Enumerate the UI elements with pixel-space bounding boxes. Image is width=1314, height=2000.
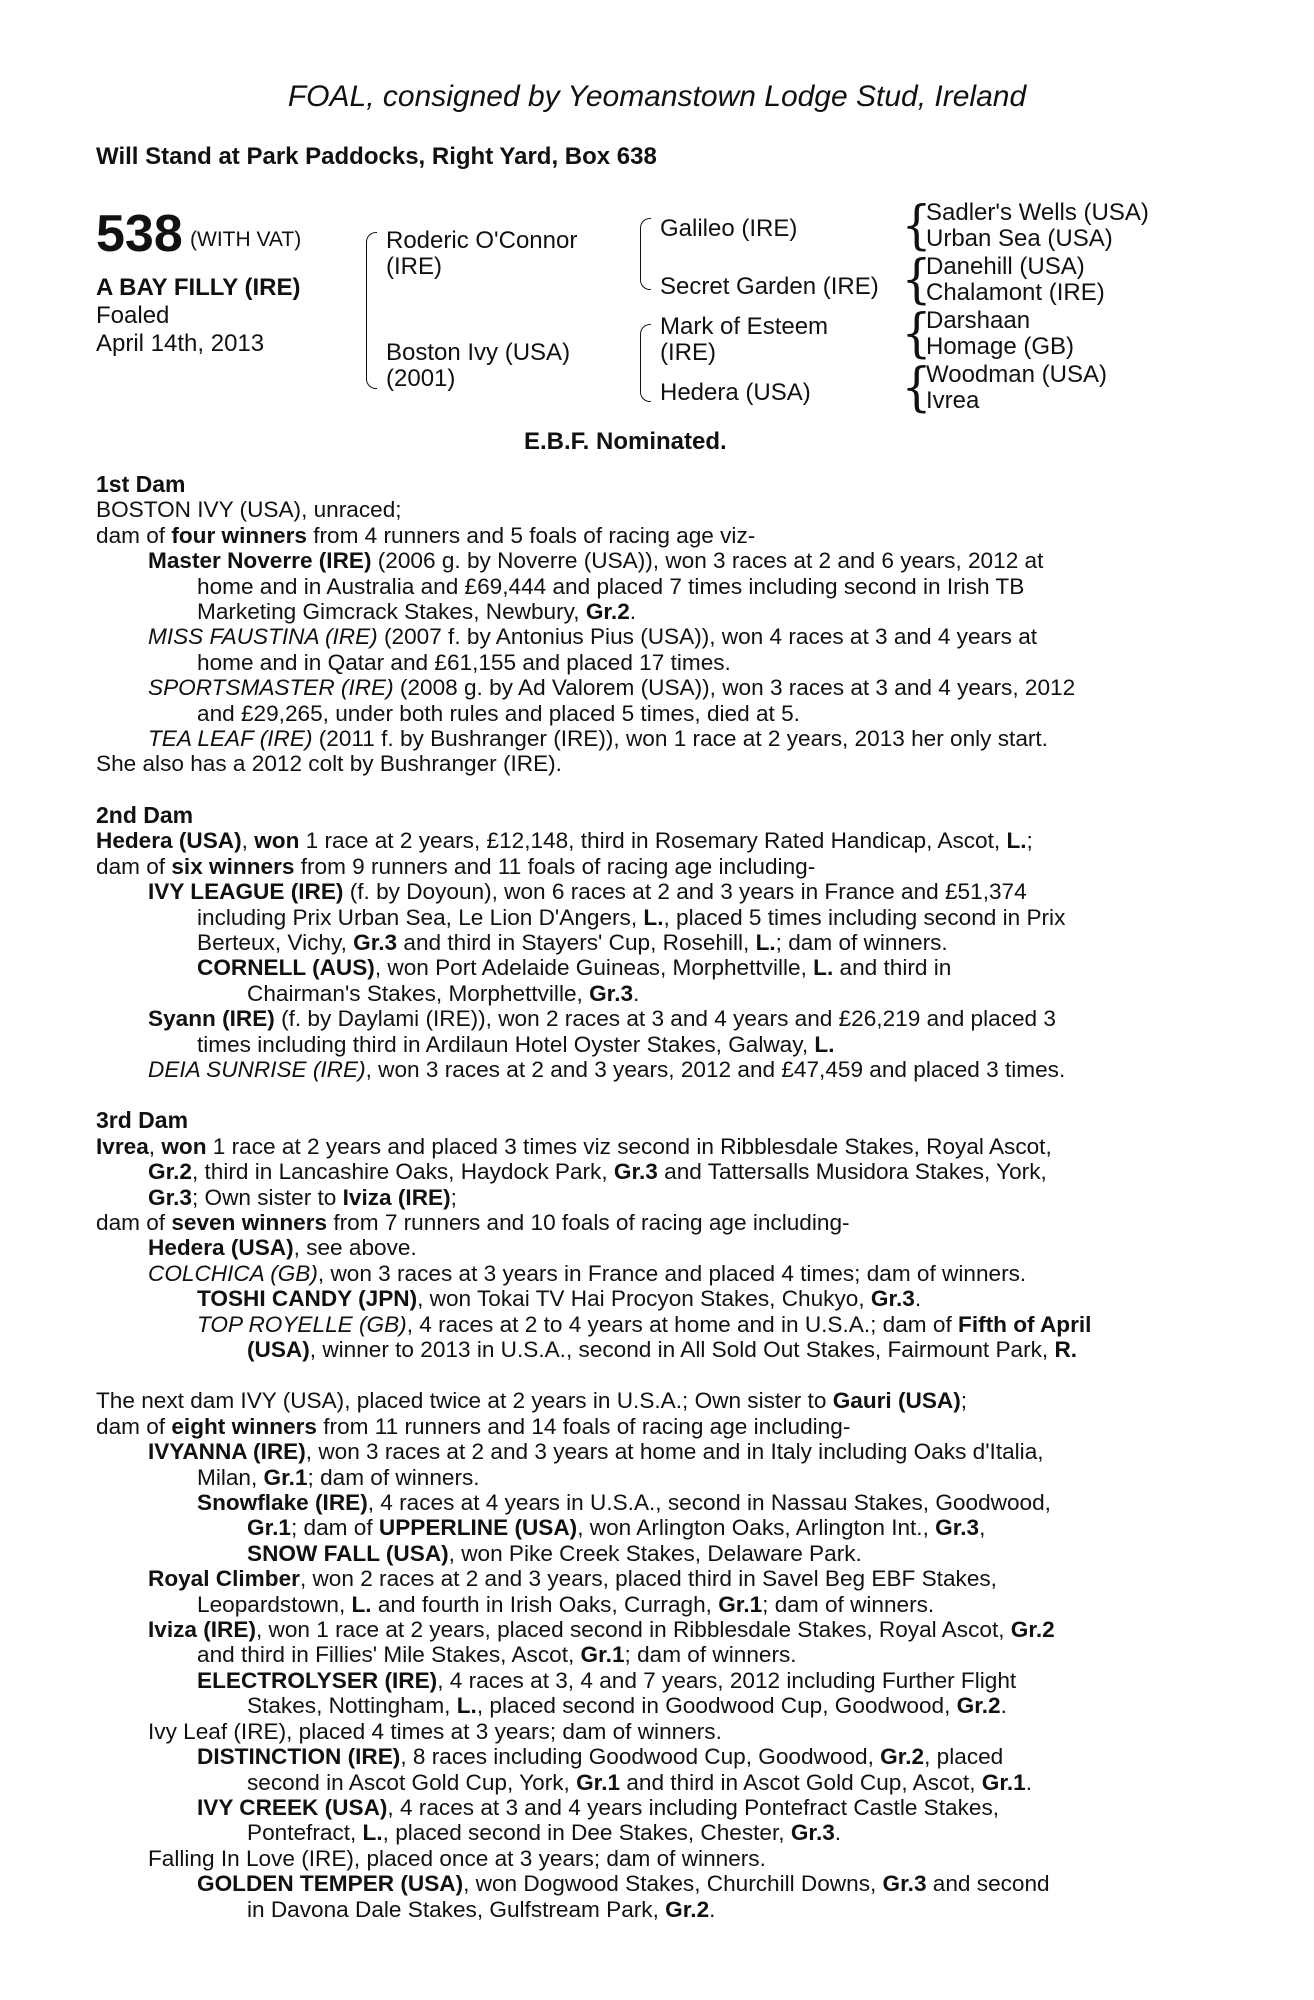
ggs-1: Sadler's Wells (USA) [926,199,1149,226]
foaled-info [96,302,264,358]
produce-entry-cont: in Davona Dale Stakes, Gulfstream Park, Gr.2. [247,1896,716,1922]
produce-entry-cont: Stakes, Nottingham, L., placed second in Goodwood Cup, Goodwood, Gr.2. [247,1693,1007,1719]
produce-entry-cont: Milan, Gr.1; dam of winners. [197,1464,480,1490]
produce-entry: Hedera (USA), see above. [148,1235,417,1261]
second-dam-title: 2nd Dam [96,801,194,828]
sire-country: (IRE) [386,253,442,280]
produce-entry-cont: Chairman's Stakes, Morphettville, Gr.3. [247,980,640,1006]
ggd-2: Chalamont (IRE) [926,279,1105,306]
produce-entry: Syann (IRE) (f. by Daylami (IRE)), won 2 races at 3 and 4 years and £26,219 and placed 3 [148,1006,1056,1032]
dam-dam: Hedera (USA) [660,379,811,406]
ggd-3: Homage (GB) [926,333,1075,360]
sire [386,228,577,280]
produce-entry: Falling In Love (IRE), placed once at 3 years; dam of winners. [148,1845,766,1871]
lot-number: 538 [96,205,183,263]
produce-entry: TOP ROYELLE (GB), 4 races at 2 to 4 years at home and in U.S.A.; dam of Fifth of April [197,1311,1092,1337]
produce-entry: GOLDEN TEMPER (USA), won Dogwood Stakes, Churchill Downs, Gr.3 and second [197,1871,1050,1897]
produce-entry: IVYANNA (IRE), won 3 races at 2 and 3 years at home and in Italy including Oaks d'Italia, [148,1439,1044,1465]
lot-vat: (WITH VAT) [190,228,302,251]
third-dam-title: 3rd Dam [96,1107,189,1134]
ggs-4: Woodman (USA) [926,361,1107,388]
produce-entry: MISS FAUSTINA (IRE) (2007 f. by Antonius Pius (USA)), won 4 races at 3 and 4 years at [148,624,1038,650]
produce-entry-cont: home and in Australia and £69,444 and placed 7 times including second in Irish TB [197,573,1025,599]
produce-entry-cont: Berteux, Vichy, Gr.3 and third in Stayers' Cup, Rosehill, L.; dam of winners. [197,929,948,955]
produce-entry-cont: Leopardstown, L. and fourth in Irish Oaks, Curragh, Gr.1; dam of winners. [197,1591,935,1617]
produce-entry-cont: Marketing Gimcrack Stakes, Newbury, Gr.2. [197,599,637,625]
dam-sire [660,314,828,366]
first-dam-title: 1st Dam [96,471,186,497]
sire-dam: Secret Garden (IRE) [660,273,879,300]
produce-entry: DEIA SUNRISE (IRE), won 3 races at 2 and 3 years, 2012 and £47,459 and placed 3 times. [148,1056,1066,1082]
gen1-bracket [366,232,377,389]
first-dam-line: BOSTON IVY (USA), unraced; [96,497,402,523]
third-dam-line-cont: Gr.3; Own sister to Iviza (IRE); [148,1184,457,1210]
dam-sire-country: (IRE) [660,339,716,366]
foaled-date: April 14th, 2013 [96,330,265,357]
produce-entry: CORNELL (AUS), won Port Adelaide Guineas, Morphettville, L. and third in [197,955,952,981]
horse-name: A BAY FILLY (IRE) [96,274,301,301]
produce-entry: IVY LEAGUE (IRE) (f. by Doyoun), won 6 races at 2 and 3 years in France and £51,374 [148,879,1027,905]
produce-entry-cont: and third in Fillies' Mile Stakes, Ascot, Gr.1; dam of winners. [197,1642,797,1668]
produce-entry-cont: home and in Qatar and £61,155 and placed 17 times. [197,649,731,675]
third-dam-line: Ivrea, won 1 race at 2 years and placed 3 times viz second in Ribblesdale Stakes, Royal Ascot, [96,1133,1052,1159]
produce-entry-cont: Pontefract, L., placed second in Dee Stakes, Chester, Gr.3. [247,1820,842,1846]
produce-entry: SPORTSMASTER (IRE) (2008 g. by Ad Valorem (USA)), won 3 races at 3 and 4 years, 2012 [148,675,1076,701]
gen3-brace-2: { [901,250,932,310]
stand-location: Will Stand at Park Paddocks, Right Yard, Box 638 [96,143,657,170]
produce-entry-cont: and £29,265, under both rules and placed 5 times, died at 5. [197,700,800,726]
third-dam-produce-summary: dam of seven winners from 7 runners and 10 foals of racing age including- [96,1209,850,1235]
gen3-brace-1: { [901,196,932,256]
gen3-brace-3: { [901,304,932,364]
pedigree-table [0,196,1314,455]
gen3-brace-4: { [901,358,932,418]
second-dam-produce-summary: dam of six winners from 9 runners and 11 foals of racing age including- [96,853,816,879]
produce-entry: Ivy Leaf (IRE), placed 4 times at 3 years; dam of winners. [148,1718,722,1744]
produce-entry: IVY CREEK (USA), 4 races at 3 and 4 years including Pontefract Castle Stakes, [197,1794,1000,1820]
second-dam-line: Hedera (USA), won 1 race at 2 years, £12,148, third in Rosemary Rated Handicap, Ascot, L.; [96,828,1033,854]
ggs-2: Danehill (USA) [926,253,1085,280]
page-title: FOAL, consigned by Yeomanstown Lodge Stud, Ireland [287,80,1027,113]
produce-entry: Iviza (IRE), won 1 race at 2 years, placed second in Ribblesdale Stakes, Royal Ascot, Gr.2 [148,1617,1055,1643]
ggd-1: Urban Sea (USA) [926,225,1113,252]
ggd-4: Ivrea [926,387,980,414]
produce-entry: DISTINCTION (IRE), 8 races including Goodwood Cup, Goodwood, Gr.2, placed [197,1744,1004,1770]
next-dam-line: The next dam IVY (USA), placed twice at 2 years in U.S.A.; Own sister to Gauri (USA); [96,1388,968,1414]
next-dam-produce-summary: dam of eight winners from 11 runners and 14 foals of racing age including- [96,1413,851,1439]
produce-entry: TEA LEAF (IRE) (2011 f. by Bushranger (IRE)), won 1 race at 2 years, 2013 her only start. [148,726,1048,752]
dam-year: (2001) [386,365,456,392]
produce-entry: Royal Climber, won 2 races at 2 and 3 years, placed third in Savel Beg EBF Stakes, [148,1566,997,1592]
ggs-3: Darshaan [926,307,1031,334]
catalogue-body [96,472,1200,1922]
produce-entry-cont: SNOW FALL (USA), won Pike Creek Stakes, Delaware Park. [247,1540,862,1566]
dam-name: Boston Ivy (USA) [386,339,571,366]
first-dam-note: She also has a 2012 colt by Bushranger (IRE). [96,751,562,777]
produce-entry: TOSHI CANDY (JPN), won Tokai TV Hai Procyon Stakes, Chukyo, Gr.3. [197,1286,922,1312]
produce-entry: Master Noverre (IRE) (2006 g. by Noverre (USA)), won 3 races at 2 and 6 years, 2012 at [148,548,1044,574]
produce-entry: ELECTROLYSER (IRE), 4 races at 3, 4 and 7 years, 2012 including Further Flight [197,1667,1017,1693]
produce-entry-cont: second in Ascot Gold Cup, York, Gr.1 and third in Ascot Gold Cup, Ascot, Gr.1. [247,1769,1032,1795]
foaled-label: Foaled [96,302,170,329]
gen2-dam-bracket [640,324,651,402]
produce-entry: Snowflake (IRE), 4 races at 4 years in U.S.A., second in Nassau Stakes, Goodwood, [197,1490,1051,1516]
gen2-sire-bracket [640,218,651,290]
third-dam-line-cont: Gr.2, third in Lancashire Oaks, Haydock Park, Gr.3 and Tattersalls Musidora Stakes, York, [148,1159,1047,1185]
produce-entry-cont: Gr.1; dam of UPPERLINE (USA), won Arlington Oaks, Arlington Int., Gr.3, [247,1515,986,1541]
dam-sire-name: Mark of Esteem [660,313,829,340]
produce-entry: COLCHICA (GB), won 3 races at 3 years in France and placed 4 times; dam of winners. [148,1260,1027,1286]
sire-name: Roderic O'Connor [386,227,578,254]
dam [386,340,570,392]
produce-entry-cont: times including third in Ardilaun Hotel Oyster Stakes, Galway, L. [197,1031,835,1057]
produce-entry-cont: (USA), winner to 2013 in U.S.A., second in All Sold Out Stakes, Fairmount Park, R. [247,1337,1078,1362]
first-dam-produce-summary: dam of four winners from 4 runners and 5 foals of racing age viz- [96,522,756,548]
produce-entry-cont: including Prix Urban Sea, Le Lion D'Angers, L., placed 5 times including second in Prix [197,904,1066,930]
ebf-nominated: E.B.F. Nominated. [524,428,727,455]
sire-sire: Galileo (IRE) [660,215,798,242]
